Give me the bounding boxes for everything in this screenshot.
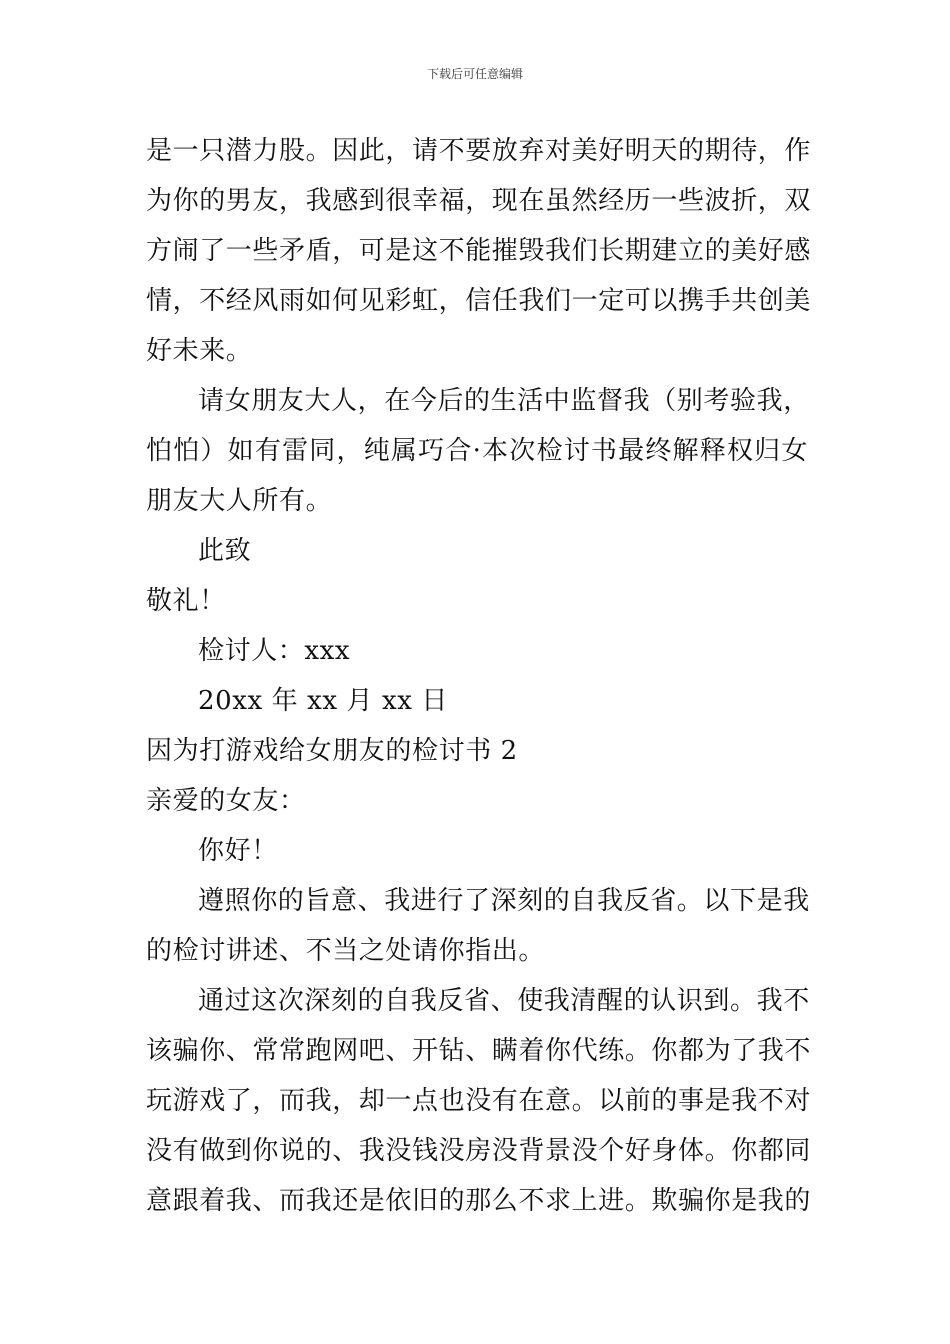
text-line: 敬礼！ — [146, 586, 226, 616]
text-line: 朋友大人所有。 — [146, 486, 333, 516]
page-header-note: 下载后可任意编辑 — [426, 67, 523, 81]
text-line: 遵照你的旨意、我进行了深刻的自我反省。以下是我 — [198, 886, 810, 916]
text-line: 通过这次深刻的自我反省、使我清醒的认识到。我不 — [198, 986, 810, 1016]
text-line: 请女朋友大人，在今后的生活中监督我（别考验我， — [198, 386, 810, 416]
document-body — [146, 126, 812, 1226]
text-line: 没有做到你说的、我没钱没房没背景没个好身体。你都同 — [146, 1136, 812, 1166]
text-line: 情，不经风雨如何见彩虹，信任我们一定可以携手共创美 — [146, 286, 812, 316]
text-line: 此致 — [198, 536, 252, 566]
text-line: 为你的男友，我感到很幸福，现在虽然经历一些波折，双 — [146, 186, 812, 216]
date-line: 20xx 年 xx 月 xx 日 — [198, 686, 448, 716]
salutation: 亲爱的女友： — [146, 786, 306, 816]
text-line: 意跟着我、而我还是依旧的那么不求上进。欺骗你是我的 — [146, 1186, 812, 1216]
text-line: 好未来。 — [146, 336, 253, 366]
text-line: 玩游戏了，而我，却一点也没有在意。以前的事是我不对 — [146, 1086, 812, 1116]
signature-line: 检讨人：xxx — [198, 636, 351, 666]
section-title: 因为打游戏给女朋友的检讨书 2 — [146, 736, 518, 766]
text-line: 该骗你、常常跑网吧、开钻、瞒着你代练。你都为了我不 — [146, 1036, 812, 1066]
text-line: 怕怕）如有雷同，纯属巧合·本次检讨书最终解释权归女 — [146, 436, 808, 466]
text-line: 方闹了一些矛盾，可是这不能摧毁我们长期建立的美好感 — [146, 236, 812, 266]
text-line: 的检讨讲述、不当之处请你指出。 — [146, 936, 546, 966]
text-line: 是一只潜力股。因此，请不要放弃对美好明天的期待，作 — [146, 136, 812, 166]
greeting: 你好！ — [198, 836, 278, 866]
